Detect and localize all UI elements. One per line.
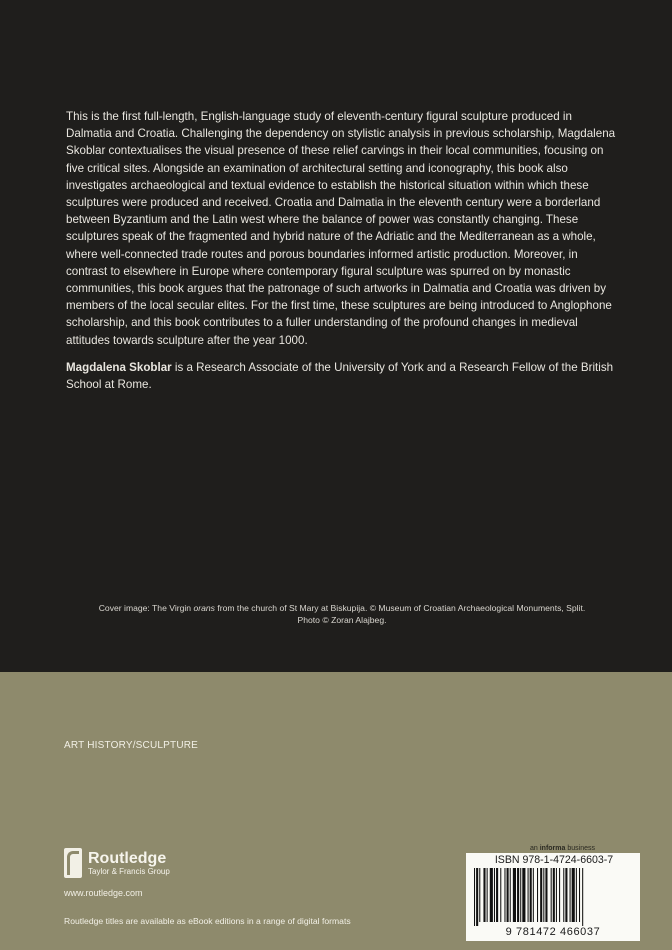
publisher-wordmark: [88, 850, 170, 877]
isbn-text: ISBN 978-1-4724-6603-7: [494, 854, 614, 866]
credit-line2: Photo © Zoran Alajbeg.: [297, 615, 387, 625]
publisher-name: Routledge: [88, 849, 167, 867]
credit-line1-end: from the church of St Mary at Biskupija. © Museum of Croatian Archaeological Monuments, Split.: [214, 603, 586, 613]
credit-line1-start: Cover image: The Virgin: [98, 603, 194, 613]
informa-bold: informa: [539, 845, 566, 852]
barcode-icon: [474, 868, 632, 926]
cover-bottom-panel: [0, 672, 672, 950]
ebook-note: Routledge titles are available as eBook editions in a range of digital formats: [64, 916, 351, 926]
author-bio-text: is a Research Associate of the University of York and a Research Fellow of the British School at Rome.: [66, 360, 614, 392]
publisher-group: Taylor & Francis Group: [88, 866, 170, 876]
blurb: [66, 108, 618, 403]
blurb-paragraph: This is the first full-length, English-language study of eleventh-century figural sculpture produced in Dalmatia and Croatia. Challenging the dependency on stylistic analysis in previous scholarship, Magdalena Skoblar contextualises the visual presence of these relief carvings in their local communities, focusing on five critical sites. Alongside an examination of architectural setting and iconography, this book also investigates archaeological and textual evidence to establish the historical situation within which these sculptures were produced and received. Croatia and Dalmatia in the eleventh century were a borderland between Byzantium and the Latin west where the balance of power was constantly changing. These sculptures speak of the fragmented and hybrid nature of the Adriatic and the Mediterranean as a whole, where well-connected trade routes and porous boundaries informed artistic production. Moreover, in contrast to elsewhere in Europe where contemporary figural sculpture was spurred on by monastic communities, this book argues that the patronage of such artworks in Dalmatia and Croatia was driven by members of the local secular elites. For the first time, these sculptures are being introduced to Anglophone scholarship, and this book contributes to a fuller understanding of the profound changes in medieval attitudes towards sculpture after the year 1000.: [66, 110, 616, 347]
credit-line1-italic: orans: [193, 603, 215, 613]
informa-suffix: business: [565, 845, 595, 852]
barcode-label: [466, 853, 640, 941]
informa-prefix: an: [530, 845, 540, 852]
informa-tagline: [530, 845, 595, 852]
barcode-number: 9 781472 466037: [505, 926, 601, 938]
author-bio: [66, 359, 618, 393]
subject-category: ART HISTORY/SCULPTURE: [64, 740, 199, 751]
publisher-website: www.routledge.com: [64, 888, 143, 898]
author-name: Magdalena Skoblar: [66, 360, 172, 374]
routledge-r-icon: [64, 848, 82, 878]
publisher-logo: [64, 848, 170, 878]
cover-image-credit: [66, 602, 618, 626]
